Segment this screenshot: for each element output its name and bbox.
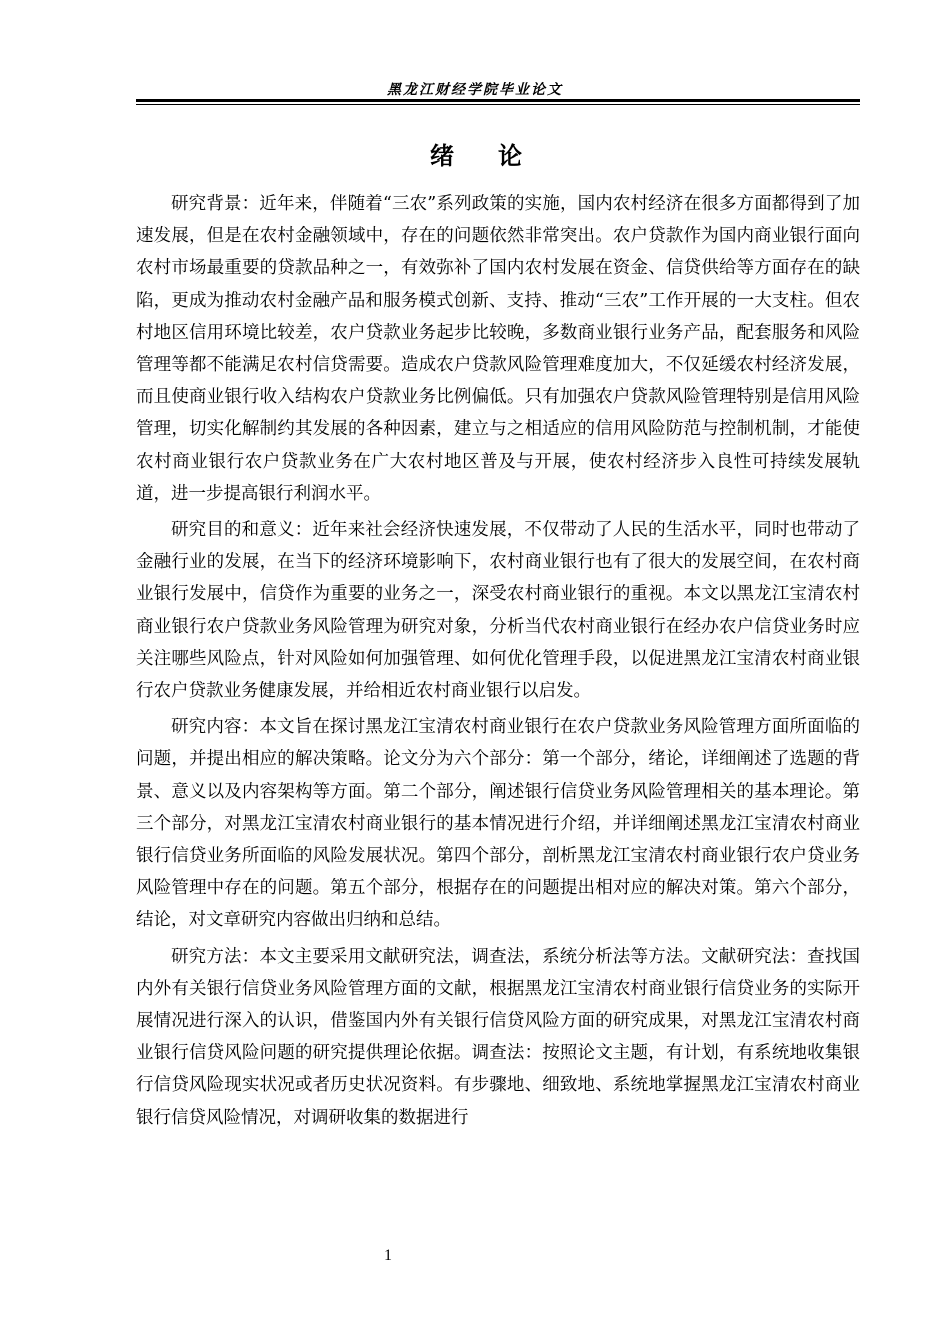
paragraph-research-content: 研究内容：本文旨在探讨黑龙江宝清农村商业银行在农户贷款业务风险管理方面所面临的问题，并提出相应的解决策略。论文分为六个部分：第一个部分，绪论，详细阐述了选题的背景、意义以及内容架构等方面。第二个部分，阐述银行信贷业务风险管理相关的基本理论。第三个部分，对黑龙江宝清农村商业银行的基本情况进行介绍，并详细阐述黑龙江宝清农村商业银行信贷业务所面临的风险发展状况。第四个部分，剖析黑龙江宝清农村商业银行农户贷业务风险管理中存在的问题。第五个部分，根据存在的问题提出相对应的解决对策。第六个部分，结论，对文章研究内容做出归纳和总结。 — [136, 717, 860, 931]
paragraph-research-methods: 研究方法：本文主要采用文献研究法，调查法，系统分析法等方法。文献研究法：查找国内外有关银行信贷业务风险管理方面的文献，根据黑龙江宝清农村商业银行信贷业务的实际开展情况进行深入的认识，借鉴国内外有关银行信贷风险方面的研究成果，对黑龙江宝清农村商业银行信贷风险问题的研究提供理论依据。调查法：按照论文主题，有计划，有系统地收集银行信贷风险现实状况或者历史状况资料。有步骤地、细致地、系统地掌握黑龙江宝清农村商业银行信贷风险情况，对调研收集的数据进行 — [136, 946, 860, 1128]
body-text — [136, 188, 860, 1138]
section-title: 绪论 — [430, 142, 566, 170]
running-header: 黑龙江财经学院毕业论文 — [387, 82, 563, 98]
paragraph-research-background: 研究背景：近年来，伴随着“三农”系列政策的实施，国内农村经济在很多方面都得到了加速发展，但是在农村金融领域中，存在的问题依然非常突出。农户贷款作为国内商业银行面向农村市场最重要的贷款品种之一，有效弥补了国内农村发展在资金、信贷供给等方面存在的缺陷，更成为推动农村金融产品和服务模式创新、支持、推动“三农”工作开展的一大支柱。但农村地区信用环境比较差，农户贷款业务起步比较晚，多数商业银行业务产品，配套服务和风险管理等都不能满足农村信贷需要。造成农户贷款风险管理难度加大，不仅延缓农村经济发展，而且使商业银行收入结构农户贷款业务比例偏低。只有加强农户贷款风险管理特别是信用风险管理，切实化解制约其发展的各种因素，建立与之相适应的信用风险防范与控制机制，才能使农村商业银行农户贷款业务在广大农村地区普及与开展，使农村经济步入良性可持续发展轨道，进一步提高银行利润水平。 — [136, 194, 860, 504]
header-rule-thick — [136, 99, 860, 102]
page-number: 1 — [384, 1247, 392, 1264]
paragraph-research-purpose: 研究目的和意义：近年来社会经济快速发展，不仅带动了人民的生活水平，同时也带动了金融行业的发展，在当下的经济环境影响下，农村商业银行也有了很大的发展空间，在农村商业银行发展中，信贷作为重要的业务之一，深受农村商业银行的重视。本文以黑龙江宝清农村商业银行农户贷款业务风险管理为研究对象，分析当代农村商业银行在经办农户信贷业务时应关注哪些风险点，针对风险如何加强管理、如何优化管理手段，以促进黑龙江宝清农村商业银行农户贷款业务健康发展，并给相近农村商业银行以启发。 — [136, 520, 860, 702]
header-rule-thin — [136, 104, 860, 105]
